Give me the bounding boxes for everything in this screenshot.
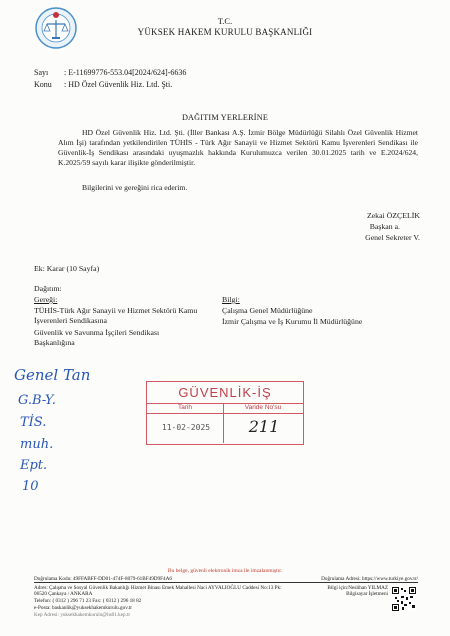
- signature-line-2: Başkan a.: [369, 222, 400, 231]
- gereği-label: Gereği:: [34, 295, 58, 304]
- verify-row: [34, 576, 418, 583]
- qr-code-icon: [392, 587, 416, 611]
- gereği-item-1: TÜHİS-Türk Ağır Sanayii ve Hizmet Sektörü Kamu İşverenleri Sendikasına: [34, 306, 198, 326]
- footer-info-title: Bilgisayar İşletmeni: [346, 591, 388, 597]
- verify-code: Doğrulama Kodu: 49FFABFF-DD01-474F-8079-61BF49D9F4A6: [34, 576, 172, 582]
- stamp-number-label: Varide No'su: [244, 404, 282, 411]
- footer-phone: Telefon: ( 0312 ) 296 71 23 Fax: ( 0312 ) 296 18 82: [34, 598, 142, 604]
- verify-address: Doğrulama Adresi: https://www.turkiye.gov.tr/: [321, 576, 418, 582]
- sayi-value: : E-11699776-553.04[2024/624]-6636: [64, 68, 187, 77]
- body-paragraph-2: Bilgilerini ve gereğini rica ederim.: [82, 183, 188, 192]
- konu-row: [34, 80, 172, 90]
- stamp-date-label: Tarih: [177, 404, 193, 411]
- bilgi-item-1: Çalışma Genel Müdürlüğüne: [222, 306, 313, 315]
- stamp-number: 211: [248, 417, 280, 436]
- sayi-label: Sayı: [34, 68, 49, 77]
- bilgi-item-2: İzmir Çalışma ve İş Kurumu İl Müdürlüğüne: [222, 317, 363, 326]
- footer-address: Adres: Çalışma ve Sosyal Güvenlik Bakanlığı Hizmet Binası Emek Mahallesi Naci AYVALIOĞLU Caddesi No:13 Pk: 06520 Çankaya / ANKARA: [34, 585, 282, 598]
- footer-eposta: e-Posta: baskanlik@yuksekhakemkurulu.gov.tr: [34, 605, 132, 611]
- handwriting-line-4: muh.: [20, 437, 54, 452]
- esign-note: Bu belge, güvenli elektronik imza ile imzalanmıştır.: [167, 568, 283, 574]
- signature-name: Zekai ÖZÇELİK: [366, 211, 420, 220]
- handwriting-line-1: Genel Tan: [14, 366, 91, 384]
- handwriting-line-6: 10: [22, 479, 39, 494]
- sayi-row: [34, 68, 186, 78]
- handwriting-line-2: G.B-Y.: [18, 393, 56, 408]
- footer-info-contact: Bilgi için:Neslihan YILMAZ: [327, 585, 388, 591]
- header-organization: YÜKSEK HAKEM KURULU BAŞKANLIĞI: [137, 27, 313, 37]
- incoming-stamp: [146, 381, 304, 445]
- header-country: T.C.: [217, 16, 233, 26]
- stamp-divider-2: [147, 413, 303, 414]
- handwriting-line-5: Ept.: [20, 458, 48, 473]
- distribution-title: Dağıtım:: [34, 284, 62, 293]
- attachment-note: Ek: Karar (10 Sayfa): [34, 264, 100, 273]
- handwriting-line-3: TİS.: [20, 415, 47, 430]
- stamp-name: GÜVENLİK-İŞ: [178, 385, 272, 400]
- gereği-item-2: Güvenlik ve Savunma İşçileri Sendikası Başkanlığına: [34, 328, 160, 348]
- handwritten-note: [12, 366, 122, 496]
- konu-value: : HD Özel Güvenlik Hiz. Ltd. Şti.: [64, 80, 173, 89]
- stamp-date: 11-02-2025: [161, 423, 211, 432]
- body-paragraph-1: HD Özel Güvenlik Hiz. Ltd. Şti. (İller Bankası A.Ş. İzmir Bölge Müdürlüğü Silahlı Özel Güvenlik Hizmet Alım İşi) tarafından yetkilendirilen TÜHİS - Türk Ağır Sanayii ve Hizmet Sektörü Kamu İşverenleri Sendikası ile Güvenlik-İş Sendikası arasındaki uyuşmazlık hakkında Kurulumuzca verilen 30.01.2025 tarih ve E.2024/624, K.2025/59 sayılı karar ilişikte gönderilmiştir.: [58, 128, 418, 167]
- footer-web: Kep Adresi: yuksekhakemkurulu@hs01.kep.tr: [34, 612, 131, 618]
- konu-label: Konu: [34, 80, 52, 89]
- document-title: DAĞITIM YERLERİNE: [181, 113, 269, 122]
- bilgi-label: Bilgi:: [222, 295, 240, 304]
- signature-line-3: Genel Sekreter V.: [365, 233, 420, 242]
